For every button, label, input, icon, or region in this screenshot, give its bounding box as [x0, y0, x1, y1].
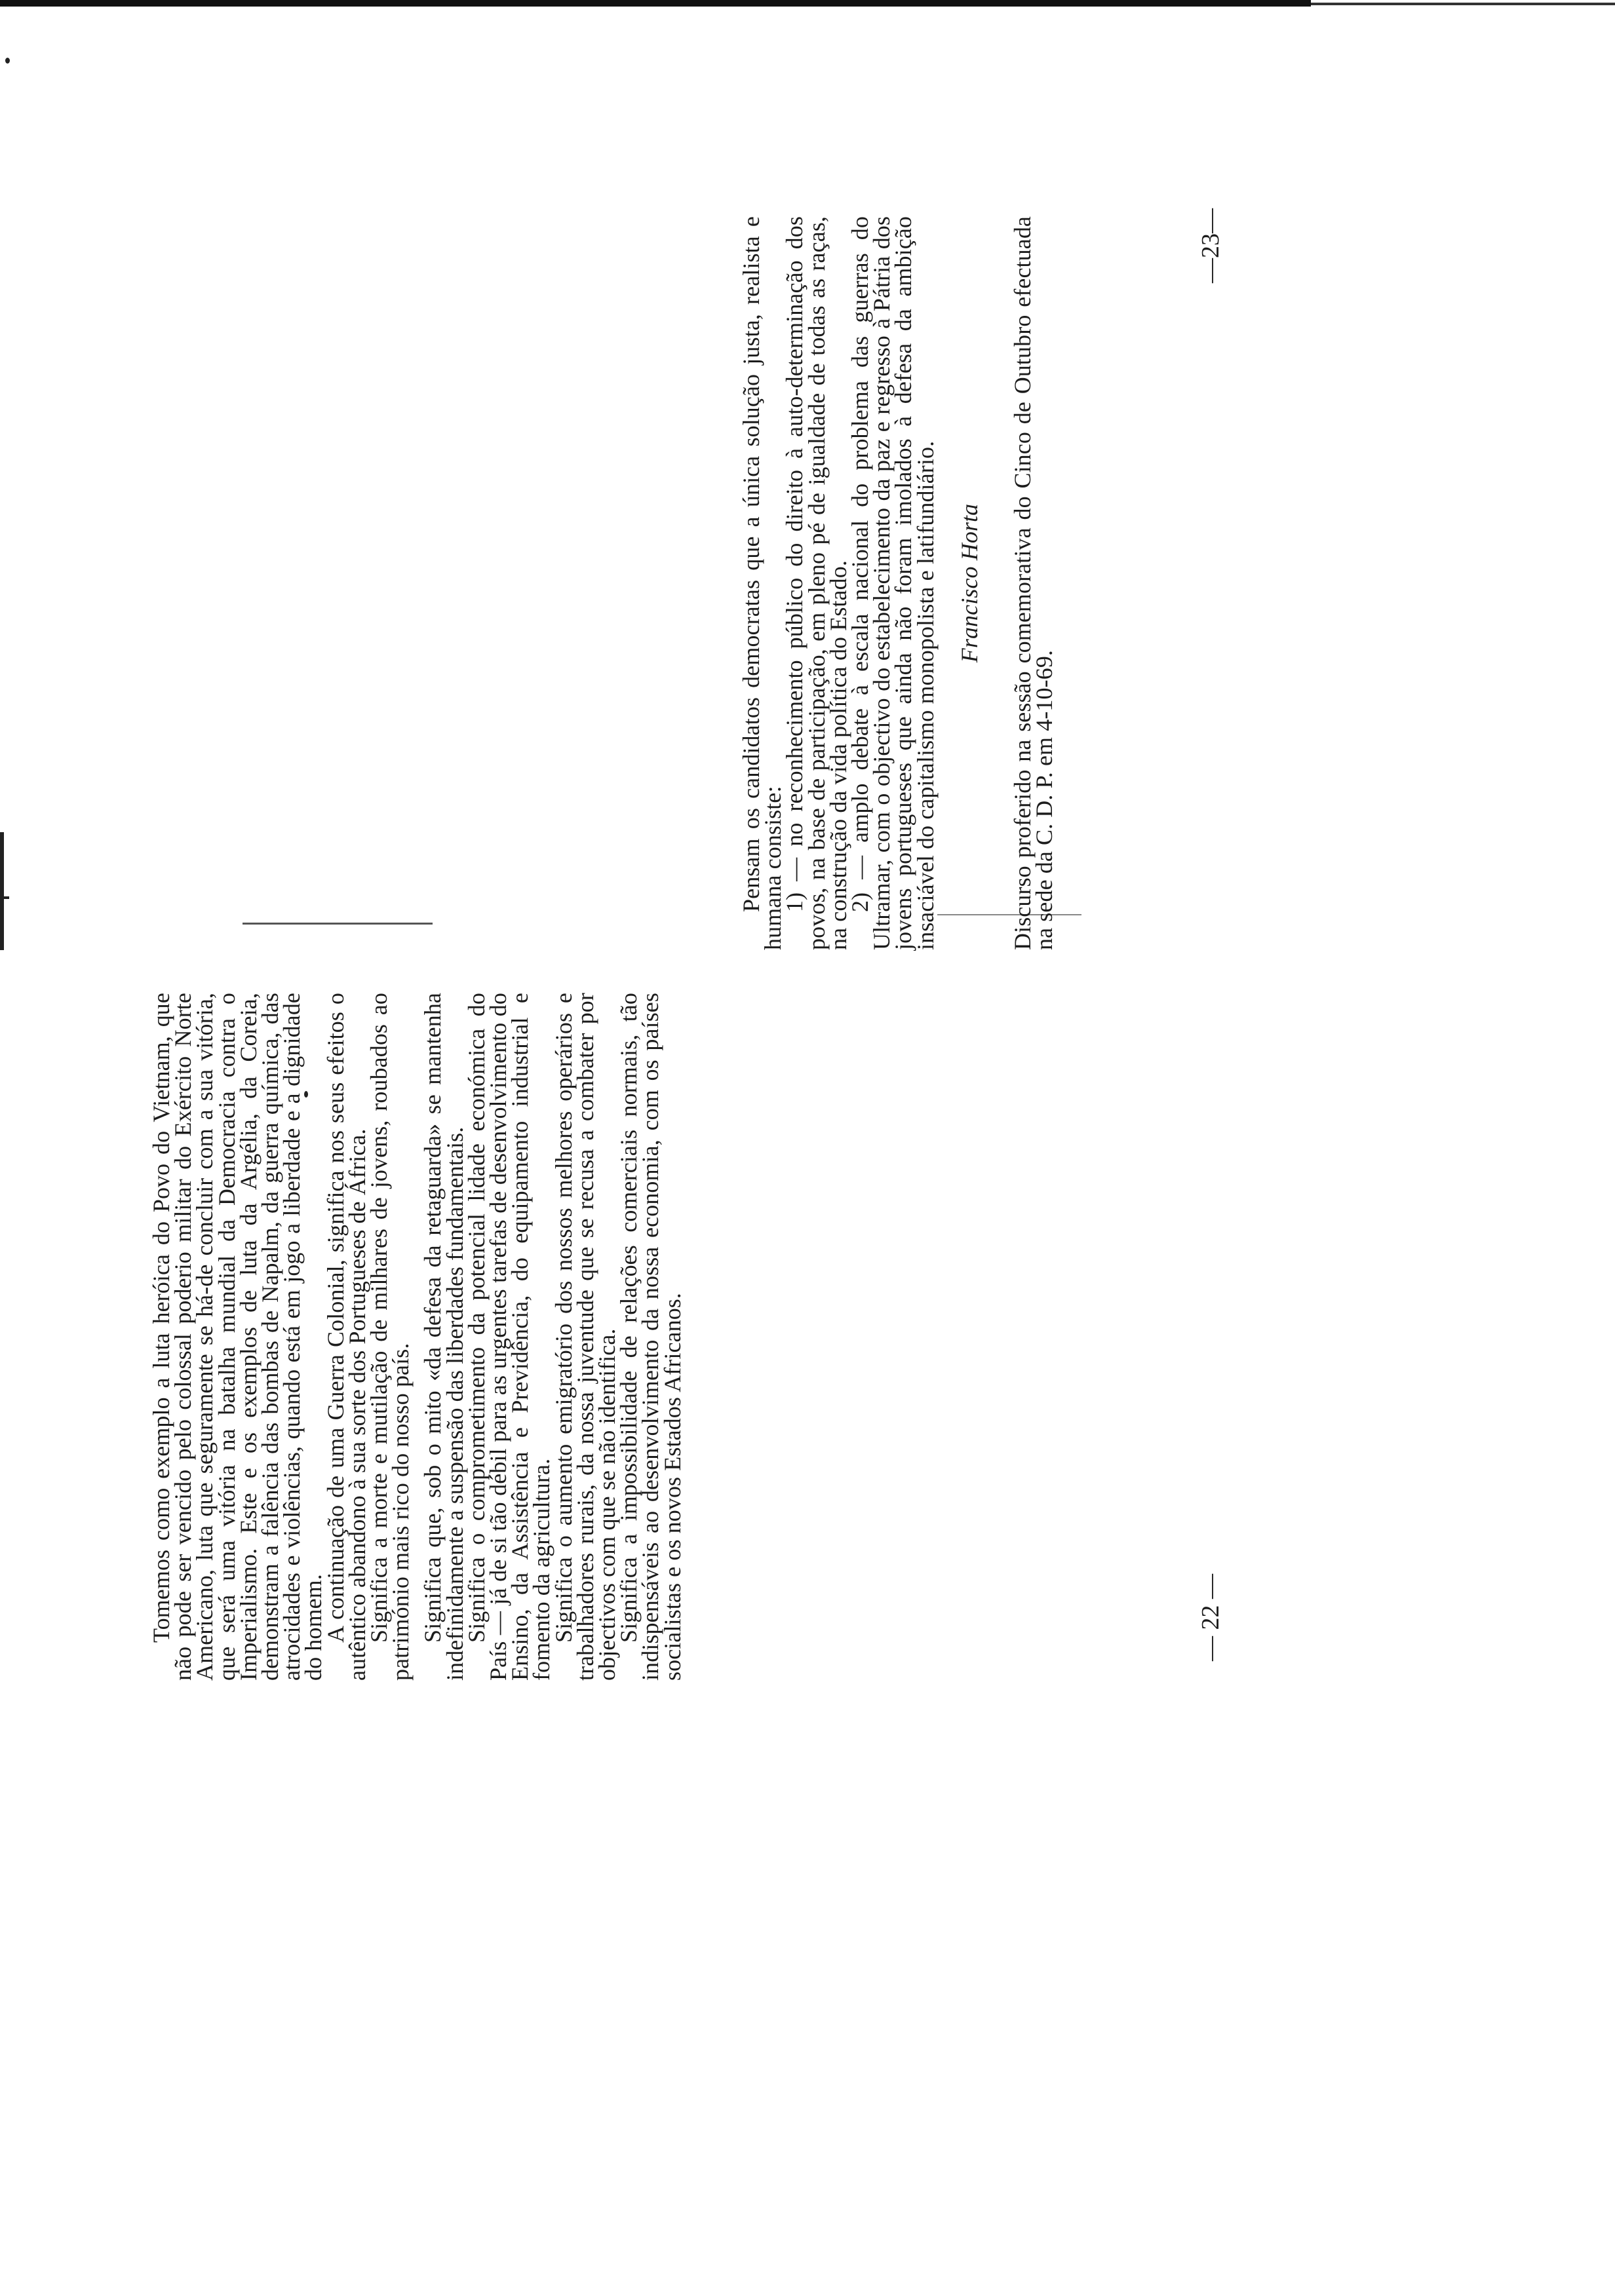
paragraph: Significa a morte e mutilação de milhares de jovens, roubados ao património mais rico do nosso país. — [366, 993, 414, 1681]
paragraph: A continuação de uma Guerra Colonial, significa nos seus efeitos o autêntico abandono à sua sorte dos Portugueses de África. — [322, 993, 370, 1681]
author-signature: Francisco Horta — [956, 503, 983, 663]
scan-edge-top — [0, 0, 1311, 7]
paragraph: 1) — no reconhecimento público do direito à auto-determinação dos povos, na base de participação, em pleno pé de igualdade de todas as raças, na construção da vida política do Estado. — [781, 216, 851, 950]
paragraph: Significa o comprometimento da potencial lidade económica do País — já de si tão débil para as urgentes tarefas de desenvolvimento do Ensino, da Assistência e Previdência, do equipamento industrial e fomento da agricultura. — [463, 993, 555, 1681]
paragraph: Tomemos como exemplo a luta heróica do Povo do Vietnam, que não pode ser vencido pelo colossal poderio militar do Exército Norte Americano, luta que seguramente se há-de concluir com a sua vitória, que será uma vitória na batalha mundial da Democracia contra o Imperialismo. Este e os exemplos de luta da Argélia, da Coreia, demonstram a falência das bombas de Napalm, da guerra química, das atrocidades e violências, quando está em jogo a liberdade e a dignidade do homem. — [148, 993, 327, 1681]
gutter-line — [243, 923, 433, 925]
page-22-text-block — [148, 993, 686, 1681]
speck — [5, 58, 10, 64]
page-number: —23— — [1197, 208, 1224, 283]
paragraph: Pensam os candidatos democratas que a única solução justa, realista e humana consiste: — [738, 216, 787, 950]
speech-note: Discurso proferido na sessão comemorativa do Cinco de Outubro efectuada na sede da C. D. P. em 4-10-69. — [1009, 216, 1058, 950]
paragraph: Significa o aumento emigratório dos nossos melhores operários e trabalhadores rurais, da nossa juventude que se recusa a combater por objectivos com que se não identifica. — [550, 993, 621, 1681]
page-number: — 22 — — [1197, 1574, 1224, 1661]
paragraph: Significa que, sob o mito «da defesa da retaguarda» se mantenha indefinidamente a suspensão das liberdades fundamentais. — [419, 993, 468, 1681]
paragraph: Significa a impossibilidade de relações comerciais normais, tão indispensáveis ao desenvolvimento da nossa economia, com os países socialistas e os novos Estados Africanos. — [615, 993, 686, 1681]
paragraph: 2) — amplo debate à escala nacional do problema das guerras do Ultramar, com o objectivo do estabelecimento da paz e regresso à Pátria dos jovens portugueses que ainda não foram imolados à defesa da ambição insaciável do capitalismo monopolista e latifundiário. — [847, 216, 939, 950]
scan-edge-top-thin — [1311, 3, 1615, 5]
page-23-text-block — [738, 216, 1058, 950]
fold-mark — [0, 832, 4, 950]
fold-tick — [3, 896, 9, 899]
